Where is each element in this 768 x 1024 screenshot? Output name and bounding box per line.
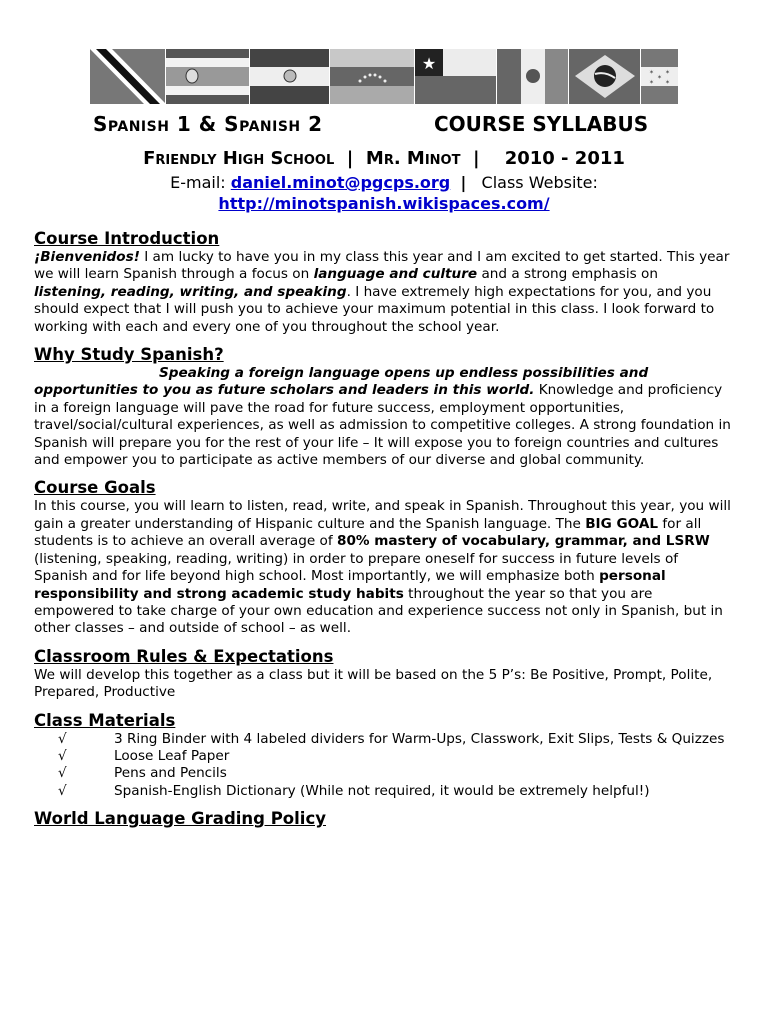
text: for all students is to achieve an overall average of xyxy=(34,515,702,550)
bold-text: listening, reading, writing, and speaking xyxy=(34,283,347,300)
checkmark-icon: √ xyxy=(58,765,67,782)
mexico-flag xyxy=(497,49,569,104)
section-text xyxy=(34,365,734,469)
el-salvador-flag xyxy=(250,49,330,104)
checkmark-icon: √ xyxy=(58,730,67,747)
separator: | xyxy=(460,173,467,192)
svg-text:✶: ✶ xyxy=(649,79,655,86)
list-item xyxy=(34,748,734,765)
honduras-flag xyxy=(641,49,678,104)
section-grading-policy xyxy=(34,808,734,829)
separator: | xyxy=(346,148,354,169)
school-name: Friendly High School xyxy=(143,148,335,169)
text: In this course, you will learn to listen, read, write, and speak in Spanish. Throughout this year, you will gain a greater understanding of Hispanic culture and the Spanish language. The xyxy=(34,498,731,532)
school-row xyxy=(0,148,768,169)
checkmark-icon: √ xyxy=(58,747,67,764)
contact-info xyxy=(0,172,768,214)
section-class-materials xyxy=(34,710,734,801)
section-heading: Classroom Rules & Expectations xyxy=(34,646,334,666)
text: throughout the year so that you are empowered to take charge of your own education and experience success not only in Spanish, but in other classes – and outside of school – as well. xyxy=(34,585,723,637)
doc-type: COURSE SYLLABUS xyxy=(434,112,649,136)
section-heading: Class Materials xyxy=(34,710,176,730)
section-text: We will develop this together as a class but it will be based on the 5 P’s: Be Positive, Prompt, Polite, Prepared, Productive xyxy=(34,666,713,701)
list-item xyxy=(34,765,734,782)
svg-text:✶: ✶ xyxy=(665,69,671,76)
school-year: 2010 - 2011 xyxy=(504,148,625,169)
section-course-introduction xyxy=(34,228,734,336)
teacher-name: Mr. Minot xyxy=(365,148,461,169)
materials-list xyxy=(34,731,734,801)
section-heading: Course Introduction xyxy=(34,229,220,248)
brazil-flag xyxy=(569,49,641,104)
bold-text: Speaking a foreign language opens up endless possibilities and opportunities to you as future scholars and leaders in this world. xyxy=(34,365,649,399)
bold-text: personal responsibility and strong academic study habits xyxy=(34,568,666,602)
bold-text: BIG GOAL xyxy=(585,515,659,532)
section-why-study-spanish xyxy=(34,344,734,469)
chile-flag xyxy=(415,49,497,104)
list-item xyxy=(34,731,734,748)
venezuela-flag xyxy=(330,49,415,104)
section-text xyxy=(34,498,734,637)
website-link[interactable]: http://minotspanish.wikispaces.com/ xyxy=(218,194,550,213)
section-course-goals xyxy=(34,477,734,637)
bold-text: ¡Bienvenidos! xyxy=(34,249,140,265)
svg-text:✶: ✶ xyxy=(665,79,671,86)
section-classroom-rules xyxy=(34,646,734,702)
email-link[interactable]: daniel.minot@pgcps.org xyxy=(230,173,451,192)
text: and a strong emphasis on xyxy=(477,266,658,283)
syllabus-body xyxy=(34,228,734,837)
separator: | xyxy=(473,148,480,169)
list-item-text: Pens and Pencils xyxy=(114,765,227,782)
list-item xyxy=(34,783,734,800)
trinidad-and-tobago-flag xyxy=(90,49,166,104)
course-title: Spanish 1 & Spanish 2 xyxy=(93,112,323,136)
list-item-text: Spanish-English Dictionary (While not required, it would be extremely helpful!) xyxy=(114,782,650,799)
bold-text: 80% mastery of vocabulary, grammar, and LSRW xyxy=(337,533,710,550)
email-label: E-mail: xyxy=(170,173,226,192)
costa-rica-flag xyxy=(166,49,250,104)
text: . I have extremely high expectations for you, and you should expect that I will push you to achieve your maximum potential in this class. I look forward to working with each and every one of you throughout the school year. xyxy=(34,283,715,335)
text: (listening, speaking, reading, writing) in order to prepare oneself for success in future levels of Spanish and for life beyond high school. Most importantly, we will emphasize both xyxy=(34,550,679,585)
checkmark-icon: √ xyxy=(58,782,67,799)
text: Knowledge and proficiency in a foreign language will pave the road for future success, employment opportunities, travel/social/cultural experiences, as well as admission to competitive colleges. A strong foundation in Spanish will prepare you for the rest of your life – It will expose you to foreign countries and cultures and empower you to participate as active members of our diverse and global community. xyxy=(34,382,731,469)
website-label: Class Website: xyxy=(481,173,598,192)
list-item-text: Loose Leaf Paper xyxy=(114,747,230,764)
section-heading: Why Study Spanish? xyxy=(34,345,224,365)
svg-text:✶: ✶ xyxy=(649,69,655,76)
svg-text:★: ★ xyxy=(421,54,437,73)
section-heading: World Language Grading Policy xyxy=(34,809,326,829)
list-item-text: 3 Ring Binder with 4 labeled dividers for Warm-Ups, Classwork, Exit Slips, Tests & Quizzes xyxy=(114,730,725,747)
svg-text:✶: ✶ xyxy=(657,74,663,81)
flag-banner xyxy=(90,49,678,104)
section-heading: Course Goals xyxy=(34,478,156,498)
text: I am lucky to have you in my class this year and I am excited to get started. This year we will learn Spanish through a focus on xyxy=(34,249,730,283)
bold-text: language and culture xyxy=(313,266,478,283)
section-text xyxy=(34,249,734,336)
